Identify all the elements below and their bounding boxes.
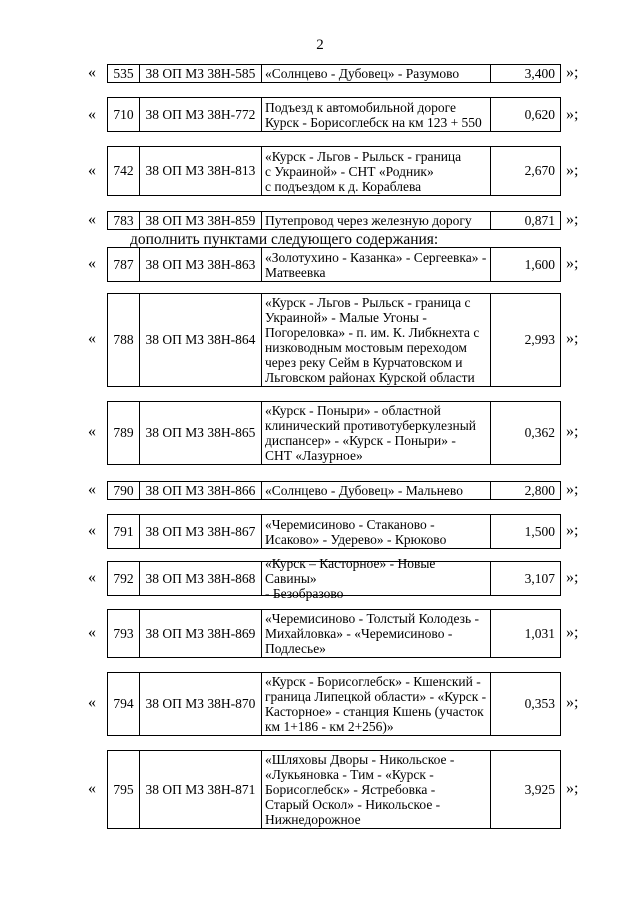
- opening-quote: «: [88, 255, 96, 272]
- road-code: 38 ОП МЗ 38Н-866: [140, 482, 262, 499]
- road-length: 0,353: [524, 696, 555, 711]
- closing-quote: »;: [566, 64, 579, 81]
- road-name: Подъезд к автомобильной дороге Курск - Борисоглебск на км 123 + 550: [262, 98, 491, 131]
- opening-quote: «: [88, 162, 96, 179]
- road-table: [107, 97, 561, 132]
- road-code: 38 ОП МЗ 38Н-859: [140, 212, 262, 229]
- road-name: «Черемисиново - Стаканово - Исаково» - Удерево» - Крюково: [262, 515, 491, 548]
- closing-quote: »;: [566, 255, 579, 272]
- road-table: [107, 293, 561, 387]
- road-entry-787: [0, 247, 640, 282]
- road-length: 3,107: [524, 570, 555, 586]
- closing-quote: »;: [566, 106, 579, 123]
- closing-quote: »;: [566, 780, 579, 797]
- opening-quote: «: [88, 522, 96, 539]
- opening-quote: «: [88, 64, 96, 81]
- road-name: «Курск - Поныри» - областной клинический противотуберкулезный диспансер» - «Курск - Поныри» - СНТ «Лазурное»: [262, 402, 491, 464]
- road-number: 742: [108, 147, 140, 195]
- road-length: 2,800: [524, 482, 555, 498]
- opening-quote: «: [88, 624, 96, 641]
- road-entry-783: [0, 211, 640, 230]
- road-code: 38 ОП МЗ 38Н-863: [140, 248, 262, 281]
- road-code: 38 ОП МЗ 38Н-813: [140, 147, 262, 195]
- road-entry-792: [0, 556, 640, 601]
- road-number: 789: [108, 402, 140, 464]
- closing-quote: »;: [566, 694, 579, 711]
- opening-quote: «: [88, 330, 96, 347]
- closing-quote: »;: [566, 162, 579, 179]
- road-table: [107, 211, 561, 230]
- road-entry-793: [0, 609, 640, 658]
- road-number: 535: [108, 65, 140, 82]
- road-number: 783: [108, 212, 140, 229]
- road-name: «Черемисиново - Толстый Колодезь - Михайловка» - «Черемисиново - Подлесье»: [262, 610, 491, 657]
- road-length: 1,500: [524, 523, 555, 539]
- road-number: 795: [108, 751, 140, 828]
- road-length: 1,031: [524, 625, 555, 641]
- road-length: 1,600: [524, 256, 555, 272]
- road-length: 3,400: [524, 65, 555, 81]
- road-code: 38 ОП МЗ 38Н-772: [140, 98, 262, 131]
- closing-quote: »;: [566, 522, 579, 539]
- closing-quote: »;: [566, 423, 579, 440]
- road-table: [107, 146, 561, 196]
- road-code: 38 ОП МЗ 38Н-871: [140, 751, 262, 828]
- road-name: «Курск - Льгов - Рыльск - граница с Украиной» - Малые Угоны - Погореловка» - п. им. К. Либкнехта с низководным мостовым переходом через реку Сейм в Курчатовском и Льговском районах Курской области: [262, 294, 491, 386]
- road-table: [107, 247, 561, 282]
- opening-quote: «: [88, 211, 96, 228]
- road-name: «Солнцево - Дубовец» - Мальнево: [262, 482, 491, 499]
- road-table: [107, 609, 561, 658]
- road-code: 38 ОП МЗ 38Н-870: [140, 673, 262, 735]
- opening-quote: «: [88, 481, 96, 498]
- road-code: 38 ОП МЗ 38Н-864: [140, 294, 262, 386]
- road-table: [107, 556, 561, 601]
- road-length: 2,670: [524, 163, 555, 178]
- opening-quote: «: [88, 780, 96, 797]
- closing-quote: »;: [566, 330, 579, 347]
- road-code: 38 ОП МЗ 38Н-865: [140, 402, 262, 464]
- opening-quote: «: [88, 569, 96, 586]
- closing-quote: »;: [566, 624, 579, 641]
- amendment-text: дополнить пунктами следующего содержания:: [130, 231, 439, 248]
- road-length: 0,362: [524, 425, 555, 440]
- road-name: Путепровод через железную дорогу: [262, 212, 491, 229]
- road-number: 710: [108, 98, 140, 131]
- road-entry-794: [0, 672, 640, 736]
- closing-quote: »;: [566, 481, 579, 498]
- road-table: [107, 64, 561, 83]
- road-length: 3,925: [524, 781, 555, 797]
- road-name: «Курск - Борисоглебск» - Кшенский - граница Липецкой области» - «Курск - Касторное» - станция Кшень (участок км 1+186 - км 2+256)»: [262, 673, 491, 735]
- road-name: «Курск – Касторное» - Новые Савины» - Безобразово: [262, 562, 491, 595]
- road-length: 0,871: [524, 212, 555, 228]
- closing-quote: »;: [566, 569, 579, 586]
- road-code: 38 ОП МЗ 38Н-868: [140, 562, 262, 595]
- road-table: [107, 401, 561, 465]
- road-entry-788: [0, 293, 640, 387]
- road-code: 38 ОП МЗ 38Н-869: [140, 610, 262, 657]
- road-code: 38 ОП МЗ 38Н-585: [140, 65, 262, 82]
- road-name: «Солнцево - Дубовец» - Разумово: [262, 65, 491, 82]
- road-number: 791: [108, 515, 140, 548]
- road-entry-535: [0, 64, 640, 83]
- road-name: «Курск - Льгов - Рыльск - граница с Украиной» - СНТ «Родник» с подъездом к д. Кораблева: [262, 147, 491, 195]
- closing-quote: »;: [566, 211, 579, 228]
- road-length: 2,993: [524, 332, 555, 347]
- road-entry-795: [0, 750, 640, 829]
- road-entry-791: [0, 514, 640, 549]
- page-number: 2: [316, 37, 324, 53]
- road-length: 0,620: [524, 106, 555, 122]
- opening-quote: «: [88, 106, 96, 123]
- road-name: «Золотухино - Казанка» - Сергеевка» - Матвеевка: [262, 248, 491, 281]
- road-table: [107, 481, 561, 500]
- road-number: 788: [108, 294, 140, 386]
- road-name: «Шляховы Дворы - Никольское - «Лукьяновка - Тим - «Курск - Борисоглебск» - Ястребовка - Старый Оскол» - Никольское - Нижнедорожное: [262, 751, 491, 828]
- opening-quote: «: [88, 694, 96, 711]
- road-entry-790: [0, 481, 640, 500]
- road-number: 792: [108, 562, 140, 595]
- road-table: [107, 514, 561, 549]
- road-table: [107, 750, 561, 829]
- opening-quote: «: [88, 423, 96, 440]
- road-entry-742: [0, 146, 640, 196]
- road-entry-710: [0, 97, 640, 132]
- road-entry-789: [0, 401, 640, 465]
- road-table: [107, 672, 561, 736]
- road-code: 38 ОП МЗ 38Н-867: [140, 515, 262, 548]
- road-number: 794: [108, 673, 140, 735]
- road-number: 787: [108, 248, 140, 281]
- road-number: 790: [108, 482, 140, 499]
- road-number: 793: [108, 610, 140, 657]
